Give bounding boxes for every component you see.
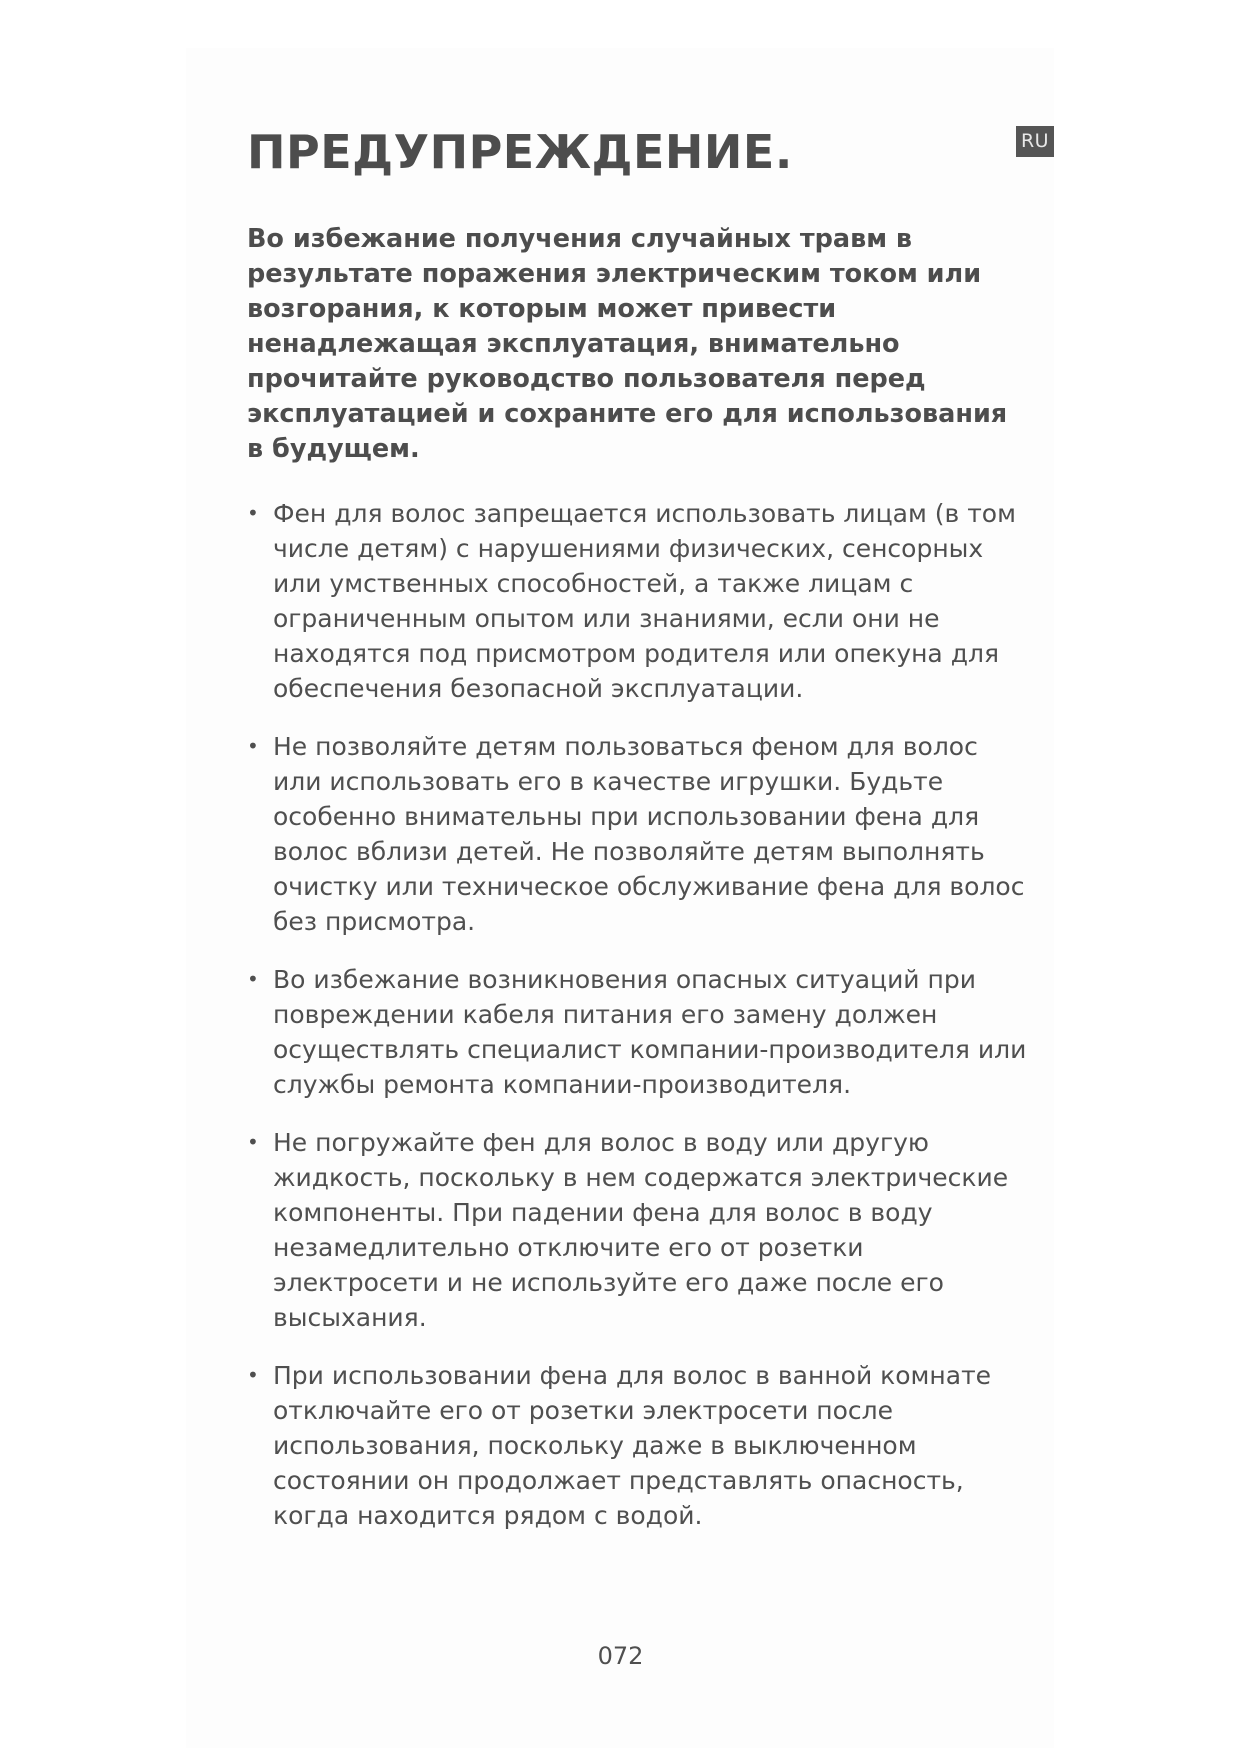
warning-item [247, 1125, 1027, 1335]
intro-paragraph: Во избежание получения случайных травм в результате поражения электрическим током или возгорания, к которым может привести ненадлежащая эксплуатация, внимательно прочитайте руководство пользователя перед эксплуатацией и сохраните его для использования в будущем. [247, 224, 1008, 464]
warning-list [247, 496, 1027, 1556]
bullet-icon: • [247, 967, 259, 991]
page-number: 072 [597, 1642, 644, 1670]
warning-text: При использовании фена для волос в ванной комнате отключайте его от розетки электросети после использования, поскольку даже в выключенном состоянии он продолжает представлять опасность, когда находится рядом с водой. [273, 1361, 992, 1530]
bullet-icon: • [247, 501, 259, 525]
bullet-icon: • [247, 1363, 259, 1387]
page-title: ПРЕДУПРЕЖДЕНИЕ. [247, 125, 793, 179]
bullet-icon: • [247, 1130, 259, 1154]
language-badge: RU [1016, 126, 1054, 157]
warning-item [247, 962, 1027, 1102]
warning-item [247, 729, 1027, 939]
warning-item [247, 496, 1027, 706]
warning-item [247, 1358, 1027, 1533]
warning-text: Во избежание возникновения опасных ситуаций при повреждении кабеля питания его замену должен осуществлять специалист компании-производителя или службы ремонта компании-производителя. [273, 965, 1027, 1099]
warning-text: Фен для волос запрещается использовать лицам (в том числе детям) с нарушениями физических, сенсорных или умственных способностей, а также лицам с ограниченным опытом или знаниями, если они не находятся под присмотром родителя или опекуна для обеспечения безопасной эксплуатации. [273, 499, 1016, 703]
bullet-icon: • [247, 734, 259, 758]
warning-text: Не позволяйте детям пользоваться феном для волос или использовать его в качестве игрушки. Будьте особенно внимательны при использовании фена для волос вблизи детей. Не позволяйте детям выполнять очистку или техническое обслуживание фена для волос без присмотра. [273, 732, 1025, 936]
warning-text: Не погружайте фен для волос в воду или другую жидкость, поскольку в нем содержатся электрические компоненты. При падении фена для волос в воду незамедлительно отключите его от розетки электросети и не используйте его даже после его высыхания. [273, 1128, 1009, 1332]
